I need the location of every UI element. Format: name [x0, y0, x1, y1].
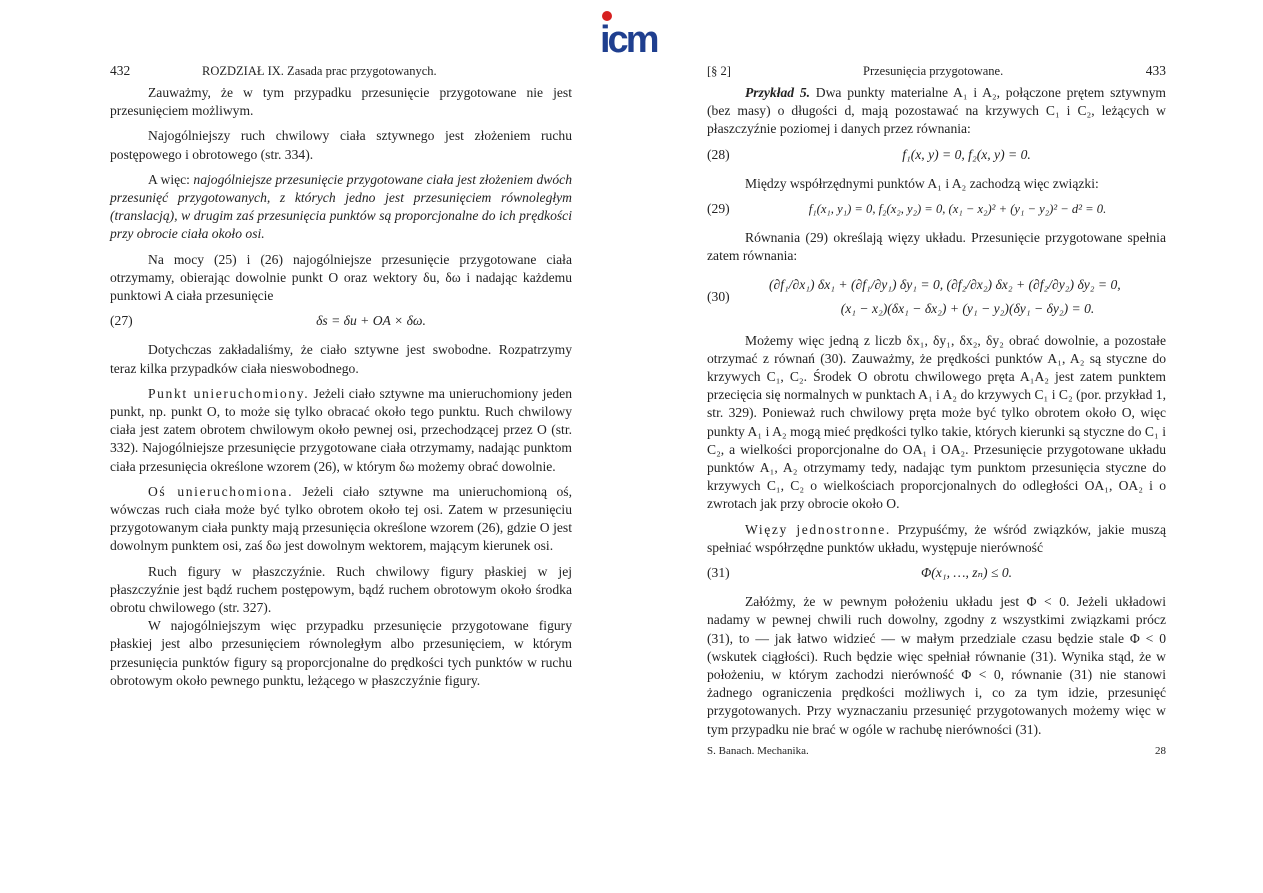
equation-30 [707, 273, 1166, 321]
left-paragraph-8 [110, 563, 572, 618]
equation-28-body: f₁(x, y) = 0, f₂(x, y) = 0. [902, 146, 1031, 162]
equation-30-body [747, 273, 1166, 321]
right-page-footer [707, 742, 1166, 760]
right-paragraph-5-body: Przypuśćmy, że wśród związków, jakie muszą spełniać współrzędne punktów układu, występuje nierówność [707, 521, 1167, 555]
right-paragraph-1-body: Dwa punkty materialne A₁ i A₂, połączone prętem sztywnym (bez masy) o długości d, mają pozostawać na krzywych C₁ i C₂, leżących w płaszczyźnie poziomej i danych przez równania: [707, 85, 1166, 137]
left-paragraph-4: Na mocy (25) i (26) najogólniejsze przesunięcie przygotowane ciała otrzymamy, obierając dowolnie punkt O oraz wektory δu, δω i nadając każdemu punktowi A ciała przesunięcie [110, 251, 572, 304]
left-running-head [110, 62, 572, 84]
left-paragraph-8-head: Ruch figury w płaszczyźnie. [148, 563, 326, 579]
right-running-head [707, 62, 1166, 84]
left-paragraph-1: Zauważmy, że w tym przypadku przesunięcie przygotowane nie jest przesunięciem możliwym. [110, 85, 572, 119]
left-paragraph-3-lead: A więc: [148, 171, 190, 187]
icm-logo [598, 10, 676, 56]
right-page-number: 433 [1145, 63, 1166, 78]
right-page [707, 62, 1166, 760]
left-paragraph-3-italic: najogólniejsze przesunięcie przygotowane ciała jest złożeniem dwóch przesunięć przygotowanych, z których jedno jest przesunięciem równoległym (translacją), w drugim zaś przesunięcia punktów są proporcjonalne do ich prędkości przy obrocie ciała około osi. [110, 171, 572, 242]
left-paragraph-7-body: Jeżeli ciało sztywne ma unieruchomioną oś, wówczas ruch ciała może być tylko obrotem około tej osi. Zatem w przesunięciu przygotowanym ciała punkty mają przesunięcia określone wzorem (26), gdzie O jest dowolnym punktem osi, zaś δω jest dowolnym wektorem, mającym kierunek osi. [110, 483, 572, 554]
right-paragraph-5-head: Więzy jednostronne. [745, 521, 891, 537]
logo-text: icm [600, 19, 657, 56]
left-paragraph-5: Dotychczas zakładaliśmy, że ciało sztywne jest swobodne. Rozpatrzymy teraz kilka przypadków ciała nieswobodnego. [110, 342, 572, 376]
left-page [110, 62, 572, 697]
equation-28 [707, 146, 1166, 164]
left-paragraph-6 [110, 385, 572, 476]
right-paragraph-2: Między współrzędnymi punktów A₁ i A₂ zachodzą więc związki: [745, 175, 1099, 191]
left-paragraph-6-body: Jeżeli ciało sztywne ma unieruchomiony jeden punkt, np. punkt O, to może się tylko obracać około tego punktu. Ruch chwilowy ciała jest zatem obrotem chwilowym około pewnej osi, przechodzącej przez O (str. 332). Najogólniejsze przesunięcie przygotowane ciała otrzymamy, nadając punktom ciała przesunięcia określone wzorem (26), w którym δω możemy obrać dowolnie. [110, 385, 573, 474]
left-page-number: 432 [110, 63, 131, 78]
equation-30-line-1: (∂f₁/∂x₁) δx₁ + (∂f₁/∂y₁) δy₁ = 0, (∂f₂/∂x₂) δx₂ + (∂f₂/∂y₂) δy₂ = 0, [769, 276, 1121, 292]
footer-sheet-number: 28 [1155, 744, 1166, 757]
left-running-title: ROZDZIAŁ IX. Zasada prac przygotowanych. [202, 64, 437, 78]
right-paragraph-4: Możemy więc jedną z liczb δx₁, δy₁, δx₂, δy₂ obrać dowolnie, a pozostałe otrzymać z równań (30). Zauważmy, że prędkości punktów A₁, A₂ są styczne do krzywych C₁, C₂. Środek O obrotu chwilowego pręta A₁A₂ jest zatem punktem przecięcia się normalnych w punktach A₁ i A₂ do krzywych C₁ i C₂ (por. przykład 1, str. 329). Ponieważ ruch chwilowy pręta może być tylko obrotem około O, więc punkty A₁ i A₂ mogą mieć prędkości tylko takie, których kierunki są styczne do C₁ i C₂, a wielkości proporcjonalne do OA₁ i OA₂. Przesunięcie przygotowane układu punktów A₁, A₂ otrzymamy tedy, nadając tym punktom przesunięcia styczne do krzywych C₁, C₂ o wielkościach proporcjonalnych do odległości OA₁, OA₂ i o zwrotach jak przy obrocie około O. [707, 332, 1166, 512]
left-paragraph-6-head: Punkt unieruchomiony. [148, 385, 310, 401]
left-paragraph-2: Najogólniejszy ruch chwilowy ciała sztywnego jest złożeniem ruchu postępowego i obrotowego (str. 334). [110, 128, 572, 162]
left-paragraph-7-head: Oś unieruchomiona. [148, 483, 294, 499]
equation-27-body: δs = δu + OA × δω. [316, 313, 426, 329]
left-paragraph-8-body: Ruch chwilowy figury płaskiej w jej płaszczyźnie jest bądź ruchem postępowym, bądź ruchem obrotowym około środka obrotu chwilowego (str. 327). [110, 563, 572, 616]
left-paragraph-3 [110, 171, 572, 244]
equation-27 [110, 312, 572, 330]
equation-27-number: (27) [110, 313, 133, 329]
right-paragraph-1 [707, 84, 1166, 139]
equation-29-number: (29) [707, 201, 730, 217]
right-paragraph-5 [707, 521, 1166, 557]
right-section-mark: [§ 2] [707, 64, 731, 78]
equation-30-line-2: (x₁ − x₂)(δx₁ − δx₂) + (y₁ − y₂)(δy₁ − δy₂) = 0. [840, 300, 1095, 316]
equation-29-body: f₁(x₁, y₁) = 0, f₂(x₂, y₂) = 0, (x₁ − x₂)² + (y₁ − y₂)² − d² = 0. [808, 202, 1107, 217]
equation-29 [707, 200, 1166, 218]
right-paragraph-6: Załóżmy, że w pewnym położeniu układu jest Φ < 0. Jeżeli układowi nadamy w pewnej chwili ruch dowolny, zgodny z wszystkimi związkami prócz (31), to — jak łatwo widzieć — w małym przedziale czasu będzie stale Φ < 0 (wskutek ciągłości). Ruch będzie więc spełniał równanie (31). Wynika stąd, że w położeniu, w którym zachodzi nierówność Φ < 0, równanie (31) nie stanowi żadnego ograniczenia prędkości możliwych i, co za tym idzie, przesunięć przygotowanych. Przy wyznaczaniu przesunięć przygotowanych możemy więc w tym przypadku nie brać w ogóle w rachubę nierówności (31). [707, 594, 1166, 737]
left-paragraph-9: W najogólniejszym więc przypadku przesunięcie przygotowane figury płaskiej jest albo przesunięciem równoległym albo przesunięciem, w którym przesunięcia punktów figury są proporcjonalne do prędkości tych punktów w ruchu obrotowym około pewnego punktu, leżącego w płaszczyźnie figury. [110, 618, 572, 688]
right-running-title: Przesunięcia przygotowane. [863, 64, 1004, 78]
equation-30-number: (30) [707, 288, 730, 304]
right-paragraph-3: Równania (29) określają więzy układu. Przesunięcie przygotowane spełnia zatem równania: [707, 230, 1166, 264]
equation-31-body: Φ(x₁, …, zₙ) ≤ 0. [920, 565, 1013, 581]
footer-book-title: S. Banach. Mechanika. [707, 744, 809, 757]
equation-31 [707, 564, 1166, 582]
left-paragraph-7 [110, 483, 572, 556]
equation-28-number: (28) [707, 146, 730, 162]
equation-31-number: (31) [707, 565, 730, 581]
example-heading: Przykład 5. [745, 85, 811, 100]
